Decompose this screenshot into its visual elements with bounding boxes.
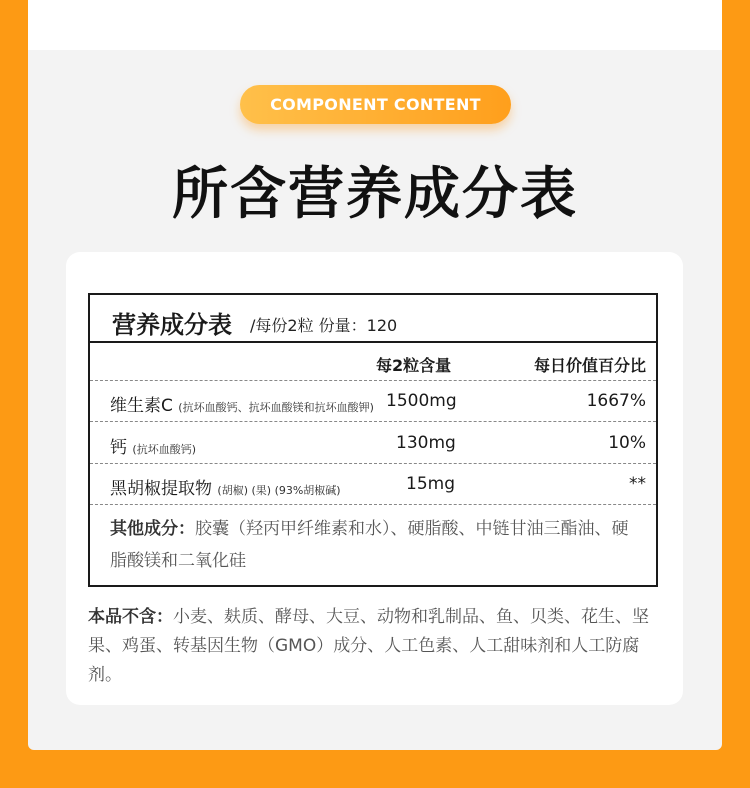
nutrient-dv: 1667%: [586, 391, 646, 411]
nutrient-amount: 1500mg: [386, 391, 457, 411]
nutrient-note: (抗坏血酸钙): [132, 443, 196, 456]
nutrient-amount: 15mg: [406, 474, 455, 494]
table-row: [90, 380, 656, 421]
nutrient-note: (胡椒) (果) (93%胡椒碱): [217, 484, 341, 497]
nutrient-note: (抗坏血酸钙、抗坏血酸镁和抗坏血酸钾): [178, 401, 374, 414]
not-included-text: 小麦、麸质、酵母、大豆、动物和乳制品、鱼、贝类、花生、坚果、鸡蛋、转基因生物（GMO）成分、人工色素、人工甜味剂和人工防腐剂。: [88, 607, 649, 685]
table-header: [90, 295, 656, 343]
component-content-badge: COMPONENT CONTENT: [240, 85, 511, 124]
table-row: [90, 463, 656, 504]
top-white-strip: [28, 0, 722, 50]
nutrient-dv: 10%: [608, 433, 646, 453]
nutrient-name: 黑胡椒提取物: [110, 479, 212, 499]
row-divider: [90, 504, 656, 505]
page-title: 所含营养成分表: [172, 162, 578, 227]
other-ingredients-text: 胶囊（羟丙甲纤维素和水）、硬脂酸、中链甘油三酯油、硬脂酸镁和二氧化硅: [110, 519, 629, 571]
table-heading: 营养成分表: [112, 311, 232, 339]
column-amount-header: 每2粒含量: [376, 356, 452, 375]
not-included-note: [88, 603, 663, 690]
nutrient-amount: 130mg: [396, 433, 456, 453]
other-ingredients: [110, 513, 640, 577]
column-dv-header: 每日价值百分比: [533, 356, 646, 375]
serving-info: /每份2粒 份量：120: [250, 316, 398, 335]
nutrient-name: 钙: [110, 438, 127, 458]
nutrient-name: 维生素C: [110, 396, 173, 416]
other-ingredients-label: 其他成分：: [110, 519, 195, 539]
nutrient-dv: **: [629, 474, 646, 494]
nutrition-table: [88, 293, 658, 587]
not-included-label: 本品不含：: [88, 607, 173, 627]
table-row: [90, 421, 656, 463]
